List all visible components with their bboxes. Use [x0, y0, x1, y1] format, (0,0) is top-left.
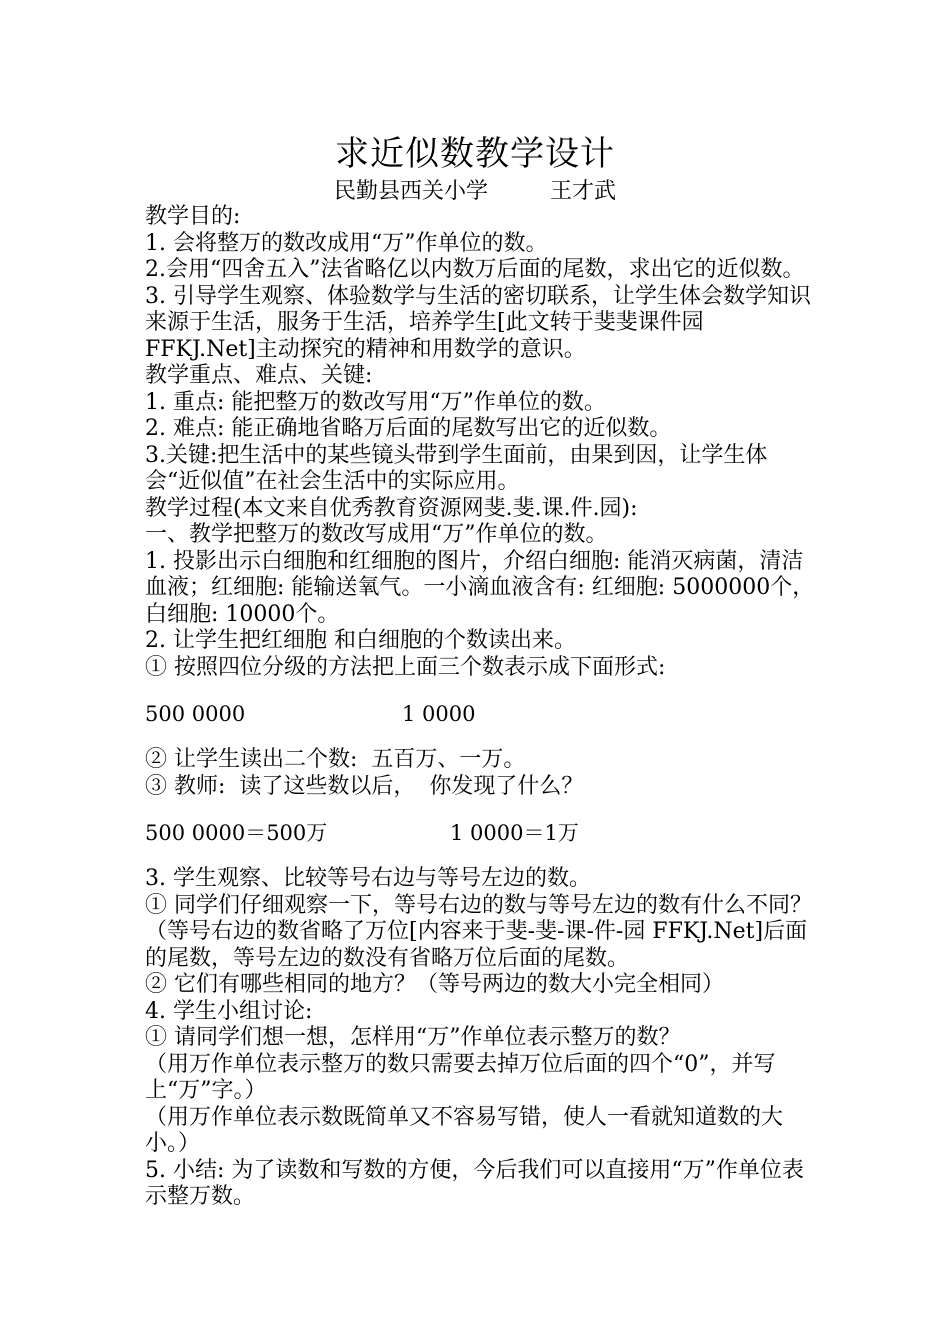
number-white-cells: 1 0000 [402, 702, 476, 726]
objective-item: 1. 会将整万的数改成用“万”作单位的数。 [145, 230, 548, 256]
document-body [145, 204, 829, 1211]
school-name: 民勤县西关小学 [333, 179, 488, 204]
process-step3-a: ① 同学们仔细观察一下，等号右边的数与等号左边的数有什么不同？ [145, 892, 812, 918]
process-step3: 3. 学生观察、比较等号右边与等号左边的数。 [145, 866, 591, 891]
key-point-item: 3.关键:把生活中的某些镜头带到学生面前，由果到因，让学生体会“近似值”在社会生活中的实际应用。 [145, 442, 768, 494]
process-step2: 2. 让学生把红细胞 和白细胞的个数读出来。 [145, 628, 576, 653]
process-step2-a: ① 按照四位分级的方法把上面三个数表示成下面形式: [145, 654, 666, 680]
process-step1: 1. 投影出示白细胞和红细胞的图片，介绍白细胞: 能消灭病菌，清洁血液；红细胞: 能输送氧气。一小滴血液含有: 红细胞: 5000000个， 白细胞: 10000个。 [145, 548, 829, 627]
process-step4-a-answer-1: （用万作单位表示整万的数只需要去掉万位后面的四个“0”，并写上“万”字。） [145, 1051, 776, 1103]
objective-item: 2.会用“四舍五入”法省略亿以内数万后面的尾数，求出它的近似数。 [145, 257, 805, 282]
objectives-heading: 教学目的: [145, 204, 241, 229]
key-points-heading: 教学重点、难点、关键: [145, 363, 373, 388]
process-part1: 一、教学把整万的数改写成用“万”作单位的数。 [145, 522, 608, 547]
process-step3-a-answer: （等号右边的数省略了万位[内容来于斐-斐-课-件-园 FFKJ.Net]后面的尾数，等号左边的数没有省略万位后面的尾数。 [145, 919, 808, 971]
process-step4-a-answer-2: （用万作单位表示数既简单又不容易写错，使人一看就知道数的大小。） [145, 1104, 784, 1156]
process-heading: 教学过程(本文来自优秀教育资源网斐.斐.课.件.园): [145, 495, 638, 521]
process-step4-a: ① 请同学们想一想，怎样用“万”作单位表示整万的数？ [145, 1025, 681, 1050]
key-point-item: 2. 难点: 能正确地省略万后面的尾数写出它的近似数。 [145, 416, 672, 441]
numbers-row-1 [145, 699, 815, 729]
process-step4: 4. 学生小组讨论: [145, 998, 313, 1024]
process-step2-b: ② 让学生读出二个数: 五百万、一万。 [145, 747, 526, 772]
objective-item: 3. 引导学生观察、体验数学与生活的密切联系，让学生体会数学知识来源于生活，服务于生活，培养学生[此文转于斐斐课件园 FFKJ.Net]主动探究的精神和用数学的意识。 [145, 283, 811, 362]
numbers-row-2 [145, 818, 815, 848]
process-step5: 5. 小结: 为了读数和写数的方便，今后我们可以直接用“万”作单位表示整万数。 [145, 1157, 804, 1209]
document-title: 求近似数教学设计 [335, 134, 615, 174]
number-red-cells: 500 0000 [145, 702, 246, 726]
key-point-item: 1. 重点: 能把整万的数改写用“万”作单位的数。 [145, 389, 606, 415]
process-step2-c: ③ 教师: 读了这些数以后， 你发现了什么？ [145, 773, 584, 799]
document-subtitle [0, 178, 950, 206]
equation-red-cells: 500 0000＝500万 [145, 821, 328, 845]
process-step3-b: ② 它们有哪些相同的地方？（等号两边的数大小完全相同） [145, 972, 724, 997]
equation-white-cells: 1 0000＝1万 [450, 821, 579, 845]
author-name: 王才武 [550, 179, 617, 204]
